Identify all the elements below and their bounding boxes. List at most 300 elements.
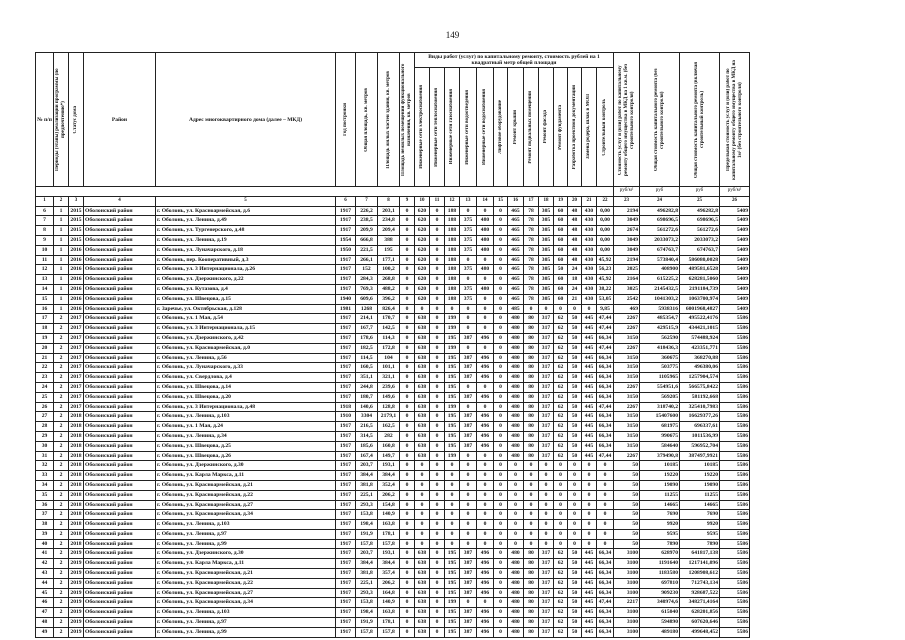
table-cell: 368270,88 bbox=[680, 353, 720, 363]
table-cell: 1063700,974 bbox=[680, 294, 720, 304]
table-cell: 5586 bbox=[720, 588, 750, 598]
table-cell: 0 bbox=[494, 529, 508, 539]
table-cell: 66,34 bbox=[597, 549, 614, 559]
table-cell: 244,8 bbox=[356, 382, 378, 392]
table-cell: 0 bbox=[582, 461, 597, 471]
table-cell: 50 bbox=[568, 392, 582, 402]
table-cell: 5409 bbox=[720, 304, 750, 314]
table-cell: 2018 bbox=[69, 431, 84, 441]
table-cell: г. Оболонь, ул. Красноармейская, д.0 bbox=[156, 343, 336, 353]
table-cell: 2179,1 bbox=[378, 412, 400, 422]
table-cell: 66,34 bbox=[597, 627, 614, 637]
table-cell: 1917 bbox=[336, 520, 356, 530]
table-cell: 0 bbox=[477, 480, 494, 490]
table-cell: 1917 bbox=[336, 451, 356, 461]
table-cell: 0 bbox=[494, 402, 508, 412]
table-cell: 581192,668 bbox=[680, 392, 720, 402]
table-cell: г. Оболонь, ул. 1 Мая, д.24 bbox=[156, 422, 336, 432]
table-cell: 50 bbox=[614, 510, 640, 520]
table-cell: 0 bbox=[494, 422, 508, 432]
table-cell: 0 bbox=[582, 471, 597, 481]
table-cell: 638 bbox=[415, 382, 430, 392]
table-cell: 199 bbox=[445, 324, 460, 334]
table-cell: 496 bbox=[477, 618, 494, 628]
table-cell: 2019 bbox=[69, 569, 84, 579]
table-cell: 50 bbox=[568, 363, 582, 373]
column-number-3: 3 bbox=[69, 196, 84, 206]
table-cell: 0 bbox=[597, 490, 614, 500]
table-cell: 465 bbox=[508, 226, 524, 236]
table-cell: 0 bbox=[430, 461, 445, 471]
table-cell: 0 bbox=[494, 294, 508, 304]
table-cell: 0 bbox=[477, 529, 494, 539]
table-cell: 78 bbox=[524, 265, 539, 275]
table-cell: 1 bbox=[54, 284, 69, 294]
table-cell: 2018 bbox=[69, 422, 84, 432]
table-cell: 5586 bbox=[720, 431, 750, 441]
table-cell: 1917 bbox=[336, 627, 356, 637]
table-cell: 154,8 bbox=[378, 500, 400, 510]
table-cell: 1917 bbox=[336, 549, 356, 559]
table-cell: 0 bbox=[524, 471, 539, 481]
table-row bbox=[36, 314, 750, 324]
table-cell: 0 bbox=[430, 520, 445, 530]
table-cell: 0 bbox=[430, 451, 445, 461]
table-cell: 1 bbox=[54, 265, 69, 275]
table-cell: 31 bbox=[36, 451, 54, 461]
table-cell: 80 bbox=[524, 441, 539, 451]
table-cell: 0 bbox=[477, 206, 494, 216]
table-cell: 50 bbox=[568, 431, 582, 441]
table-cell: 489180 bbox=[640, 627, 680, 637]
table-cell: 0 bbox=[460, 206, 477, 216]
table-cell: 445 bbox=[582, 363, 597, 373]
table-cell: Оболонский район bbox=[84, 559, 156, 569]
table-cell: Оболонский район bbox=[84, 480, 156, 490]
table-cell: 50 bbox=[614, 490, 640, 500]
table-cell: 195 bbox=[445, 559, 460, 569]
table-cell: 188 bbox=[445, 275, 460, 285]
table-cell: 66,34 bbox=[597, 569, 614, 579]
table-cell: 0 bbox=[430, 559, 445, 569]
table-cell: 0 bbox=[445, 304, 460, 314]
table-cell: 0 bbox=[430, 431, 445, 441]
table-cell: 445 bbox=[582, 627, 597, 637]
table-cell: 0 bbox=[430, 304, 445, 314]
table-cell: 0 bbox=[539, 461, 554, 471]
table-cell: Оболонский район bbox=[84, 618, 156, 628]
table-cell: 0 bbox=[494, 206, 508, 216]
table-cell: 0 bbox=[430, 618, 445, 628]
table-cell: 305 bbox=[539, 265, 554, 275]
column-number-10: 10 bbox=[415, 196, 430, 206]
table-cell: 2019 bbox=[69, 627, 84, 637]
table-cell: Оболонский район bbox=[84, 598, 156, 608]
table-cell: 0 bbox=[494, 431, 508, 441]
table-cell: 2017 bbox=[69, 353, 84, 363]
table-cell: 496 bbox=[477, 441, 494, 451]
table-cell: 1917 bbox=[336, 559, 356, 569]
table-row bbox=[36, 206, 750, 216]
table-cell: 2017 bbox=[69, 382, 84, 392]
table-cell: 0 bbox=[415, 461, 430, 471]
table-cell: 496 bbox=[477, 431, 494, 441]
table-cell: 47 bbox=[36, 608, 54, 618]
table-cell: 1 bbox=[54, 294, 69, 304]
table-cell: 387 bbox=[460, 627, 477, 637]
table-cell: 387 bbox=[460, 353, 477, 363]
table-cell: 0 bbox=[508, 490, 524, 500]
capital-repair-table-container bbox=[35, 52, 750, 638]
table-cell: 0 bbox=[445, 529, 460, 539]
table-cell: 0 bbox=[430, 324, 445, 334]
table-cell: 2194 bbox=[614, 255, 640, 265]
table-cell: г. Оболонь, ул. Карла Маркса, д.11 bbox=[156, 559, 336, 569]
table-cell: 50 bbox=[568, 598, 582, 608]
table-cell: 25 bbox=[36, 392, 54, 402]
table-cell: 195 bbox=[445, 422, 460, 432]
table-cell: 0 bbox=[460, 343, 477, 353]
table-cell: 0 bbox=[494, 451, 508, 461]
table-cell: 445 bbox=[582, 451, 597, 461]
table-cell: 0 bbox=[460, 275, 477, 285]
table-cell: 80 bbox=[524, 608, 539, 618]
table-cell: 638 bbox=[415, 431, 430, 441]
table-cell: 198,4 bbox=[356, 520, 378, 530]
table-cell: 375 bbox=[460, 226, 477, 236]
table-cell: 0 bbox=[430, 627, 445, 637]
table-row bbox=[36, 441, 750, 451]
table-cell: 199 bbox=[445, 314, 460, 324]
table-cell: 0 bbox=[554, 304, 568, 314]
table-cell: 3100 bbox=[614, 608, 640, 618]
table-cell: 80 bbox=[524, 569, 539, 579]
table-cell: 928687,522 bbox=[680, 588, 720, 598]
table-cell: 445 bbox=[582, 441, 597, 451]
table-cell: 0 bbox=[400, 578, 415, 588]
table-cell: Оболонский район bbox=[84, 510, 156, 520]
table-cell: 1917 bbox=[336, 226, 356, 236]
table-cell: 152 bbox=[356, 265, 378, 275]
column-number-16: 16 bbox=[508, 196, 524, 206]
table-row bbox=[36, 226, 750, 236]
table-cell: 480 bbox=[508, 618, 524, 628]
table-cell: 0 bbox=[400, 510, 415, 520]
table-cell: 594890 bbox=[640, 618, 680, 628]
table-cell: 488,2 bbox=[378, 284, 400, 294]
table-cell: 36 bbox=[36, 500, 54, 510]
table-cell: 23 bbox=[36, 373, 54, 383]
table-cell: 1917 bbox=[336, 284, 356, 294]
table-cell: 153,8 bbox=[356, 598, 378, 608]
table-cell: 0 bbox=[400, 529, 415, 539]
table-cell: 496 bbox=[477, 392, 494, 402]
table-cell: 0 bbox=[597, 529, 614, 539]
table-cell: 387 bbox=[460, 392, 477, 402]
table-cell: 1257904,574 bbox=[680, 373, 720, 383]
table-cell: 0 bbox=[400, 480, 415, 490]
table-cell: 13 bbox=[36, 275, 54, 285]
table-cell: 317 bbox=[539, 598, 554, 608]
header-work-12: Замена родера, шлак в МОП bbox=[582, 68, 597, 187]
table-cell: 1917 bbox=[336, 480, 356, 490]
table-cell: 0 bbox=[400, 559, 415, 569]
table-cell: 0 bbox=[554, 490, 568, 500]
header-row bbox=[36, 53, 750, 68]
table-cell: 1183580 bbox=[640, 569, 680, 579]
column-number-8: 8 bbox=[378, 196, 400, 206]
table-cell: 561272,6 bbox=[640, 226, 680, 236]
table-cell: 0 bbox=[539, 539, 554, 549]
table-cell: 2 bbox=[54, 314, 69, 324]
table-cell: 0 bbox=[460, 382, 477, 392]
table-cell: 638 bbox=[415, 402, 430, 412]
table-cell: 0 bbox=[445, 500, 460, 510]
table-cell: 1981 bbox=[336, 304, 356, 314]
table-cell: 496 bbox=[477, 353, 494, 363]
table-cell: 387 bbox=[460, 588, 477, 598]
table-cell: 9920 bbox=[640, 520, 680, 530]
table-cell: 0 bbox=[445, 520, 460, 530]
table-cell: 445 bbox=[582, 373, 597, 383]
table-cell: 66,34 bbox=[597, 422, 614, 432]
table-cell: 0 bbox=[430, 588, 445, 598]
table-cell: 5586 bbox=[720, 324, 750, 334]
table-row bbox=[36, 520, 750, 530]
table-cell: 489581,6528 bbox=[680, 265, 720, 275]
table-cell: 293,3 bbox=[356, 588, 378, 598]
table-cell: 1268 bbox=[356, 304, 378, 314]
table-cell: 620 bbox=[415, 284, 430, 294]
table-cell: 360675 bbox=[640, 353, 680, 363]
table-cell: г. Оболонь, ул. Швецова, д.20 bbox=[156, 392, 336, 402]
table-cell: Оболонский район bbox=[84, 500, 156, 510]
table-cell: 1918 bbox=[336, 402, 356, 412]
table-cell: 480 bbox=[508, 588, 524, 598]
table-cell: 0 bbox=[597, 461, 614, 471]
table-cell: 607620,646 bbox=[680, 618, 720, 628]
table-cell: 78 bbox=[524, 275, 539, 285]
table-cell: 0 bbox=[430, 441, 445, 451]
table-row bbox=[36, 255, 750, 265]
table-cell: 1208908,612 bbox=[680, 569, 720, 579]
table-row bbox=[36, 412, 750, 422]
column-number-7: 7 bbox=[356, 196, 378, 206]
table-cell: 5409 bbox=[720, 255, 750, 265]
table-cell: 1917 bbox=[336, 529, 356, 539]
table-cell: Оболонский район bbox=[84, 402, 156, 412]
table-cell: 24 bbox=[36, 382, 54, 392]
table-cell: 41 bbox=[36, 549, 54, 559]
table-cell: 317 bbox=[539, 373, 554, 383]
table-cell: 387497,9921 bbox=[680, 451, 720, 461]
table-cell: 503775 bbox=[640, 363, 680, 373]
table-cell: 1 bbox=[54, 275, 69, 285]
table-cell: г. Оболонь, ул. Красноармейская, д.21 bbox=[156, 480, 336, 490]
table-cell: 480 bbox=[477, 216, 494, 226]
table-cell: 195 bbox=[445, 569, 460, 579]
table-cell: 0 bbox=[430, 471, 445, 481]
table-cell: 195 bbox=[445, 549, 460, 559]
table-cell: 216,5 bbox=[356, 422, 378, 432]
table-cell: 0 bbox=[400, 608, 415, 618]
table-cell: 209,9 bbox=[356, 226, 378, 236]
table-cell: 387 bbox=[460, 412, 477, 422]
column-number-23: 23 bbox=[614, 196, 640, 206]
table-cell: 30 bbox=[36, 441, 54, 451]
table-cell: 697810 bbox=[640, 578, 680, 588]
table-cell: 0 bbox=[477, 324, 494, 334]
table-cell: 48 bbox=[568, 255, 582, 265]
table-cell: 429515,9 bbox=[640, 324, 680, 334]
table-cell: 48 bbox=[36, 618, 54, 628]
table-cell: 47,44 bbox=[597, 402, 614, 412]
table-cell: г. Оболонь, ул. Красноармейская, д.22 bbox=[156, 490, 336, 500]
table-row bbox=[36, 235, 750, 245]
table-cell: 2 bbox=[54, 598, 69, 608]
table-cell: 0 bbox=[430, 510, 445, 520]
table-cell: 495522,4176 bbox=[680, 314, 720, 324]
table-cell: 1 bbox=[54, 304, 69, 314]
table-cell: 1041303,2 bbox=[640, 294, 680, 304]
table-cell: 0 bbox=[430, 422, 445, 432]
table-cell: г. Оболонь, ул. Луначарского, д.18 bbox=[156, 245, 336, 255]
table-cell: 80 bbox=[524, 618, 539, 628]
table-cell: 445 bbox=[582, 324, 597, 334]
table-cell: Оболонский район bbox=[84, 255, 156, 265]
table-cell: 465 bbox=[508, 294, 524, 304]
column-number-20: 20 bbox=[568, 196, 582, 206]
table-cell: 499648,452 bbox=[680, 627, 720, 637]
table-cell: 203,7 bbox=[356, 549, 378, 559]
table-cell: 0 bbox=[400, 490, 415, 500]
table-cell: 2019 bbox=[69, 618, 84, 628]
table-cell: 396,2 bbox=[378, 294, 400, 304]
table-cell: 0 bbox=[494, 392, 508, 402]
table-cell: 6 bbox=[36, 206, 54, 216]
table-cell: 2 bbox=[54, 471, 69, 481]
table-cell: 0,00 bbox=[597, 216, 614, 226]
table-cell: 0 bbox=[494, 373, 508, 383]
table-cell: 60 bbox=[554, 206, 568, 216]
table-cell: 2018 bbox=[69, 480, 84, 490]
table-cell: 66,34 bbox=[597, 333, 614, 343]
table-cell: 620 bbox=[415, 206, 430, 216]
table-cell: 2019 bbox=[69, 608, 84, 618]
table-cell: 62 bbox=[554, 549, 568, 559]
table-cell: 114,3 bbox=[378, 333, 400, 343]
table-cell: 480 bbox=[508, 314, 524, 324]
table-cell: г. Оболонь, ул. 3 Интернационала, д.26 bbox=[156, 265, 336, 275]
column-number-18: 18 bbox=[539, 196, 554, 206]
table-cell: 0 bbox=[554, 510, 568, 520]
table-cell: г. Оболонь, ул. Ленина, д.56 bbox=[156, 353, 336, 363]
table-cell: 3304 bbox=[356, 412, 378, 422]
table-cell: 0 bbox=[460, 461, 477, 471]
table-cell: 0 bbox=[400, 314, 415, 324]
table-cell: 561272,6 bbox=[680, 226, 720, 236]
table-cell: 19090 bbox=[680, 480, 720, 490]
table-cell: 325410,7983 bbox=[680, 402, 720, 412]
table-cell: 14665 bbox=[640, 500, 680, 510]
header-year: Год постройки bbox=[336, 53, 356, 187]
table-cell: 0 bbox=[415, 471, 430, 481]
table-cell: 48 bbox=[568, 235, 582, 245]
table-cell: 5586 bbox=[720, 598, 750, 608]
table-cell: 0 bbox=[568, 539, 582, 549]
table-cell: 50 bbox=[568, 353, 582, 363]
table-cell: 178,1 bbox=[378, 529, 400, 539]
table-cell: 317 bbox=[539, 422, 554, 432]
table-cell: 554951,6 bbox=[640, 382, 680, 392]
table-cell: 317 bbox=[539, 314, 554, 324]
table-cell: 566575,8422 bbox=[680, 382, 720, 392]
table-cell: 5586 bbox=[720, 569, 750, 579]
table-cell: 62 bbox=[554, 588, 568, 598]
table-cell: 2016 bbox=[69, 284, 84, 294]
table-cell: 423351,771 bbox=[680, 343, 720, 353]
table-cell: 305 bbox=[539, 216, 554, 226]
table-cell: 5586 bbox=[720, 402, 750, 412]
table-cell: 638 bbox=[415, 618, 430, 628]
table-cell: 2 bbox=[54, 529, 69, 539]
table-cell: 305 bbox=[539, 255, 554, 265]
table-cell: 293,3 bbox=[356, 500, 378, 510]
table-cell: 10185 bbox=[680, 461, 720, 471]
table-cell: 480 bbox=[477, 245, 494, 255]
table-cell: 46 bbox=[36, 598, 54, 608]
table-cell: 1917 bbox=[336, 333, 356, 343]
table-cell: 0 bbox=[582, 520, 597, 530]
table-cell: 0 bbox=[460, 500, 477, 510]
table-cell: 465 bbox=[508, 235, 524, 245]
table-cell: 2 bbox=[54, 539, 69, 549]
table-cell: 317 bbox=[539, 431, 554, 441]
table-cell: г. Оболонь, ул. Ленина, д.34 bbox=[156, 431, 336, 441]
table-cell: 60 bbox=[554, 216, 568, 226]
table-cell: 1917 bbox=[336, 539, 356, 549]
table-cell: 9920 bbox=[680, 520, 720, 530]
table-cell: 66,34 bbox=[597, 431, 614, 441]
table-cell: 62 bbox=[554, 324, 568, 334]
table-cell: 321,1 bbox=[378, 373, 400, 383]
table-cell: 2017 bbox=[69, 402, 84, 412]
table-row bbox=[36, 627, 750, 637]
table-cell: 305 bbox=[539, 235, 554, 245]
table-cell: Оболонский район bbox=[84, 206, 156, 216]
table-cell: 195 bbox=[445, 578, 460, 588]
table-cell: 50 bbox=[568, 578, 582, 588]
table-cell: 480 bbox=[508, 441, 524, 451]
table-cell: 15407600 bbox=[640, 412, 680, 422]
table-cell: 2 bbox=[54, 549, 69, 559]
table-cell: 1917 bbox=[336, 598, 356, 608]
table-cell: 140,9 bbox=[378, 598, 400, 608]
table-cell: 1917 bbox=[336, 255, 356, 265]
table-cell: 0 bbox=[430, 402, 445, 412]
table-cell: 445 bbox=[582, 382, 597, 392]
table-cell: 375 bbox=[460, 294, 477, 304]
column-number-19: 19 bbox=[554, 196, 568, 206]
table-cell: 66,34 bbox=[597, 353, 614, 363]
header-district: Район bbox=[84, 53, 156, 187]
table-cell: 638 bbox=[415, 412, 430, 422]
table-cell: Оболонский район bbox=[84, 529, 156, 539]
table-cell: 0 bbox=[400, 471, 415, 481]
table-cell: 62 bbox=[554, 373, 568, 383]
table-cell: 0 bbox=[508, 471, 524, 481]
table-cell: 29 bbox=[36, 431, 54, 441]
